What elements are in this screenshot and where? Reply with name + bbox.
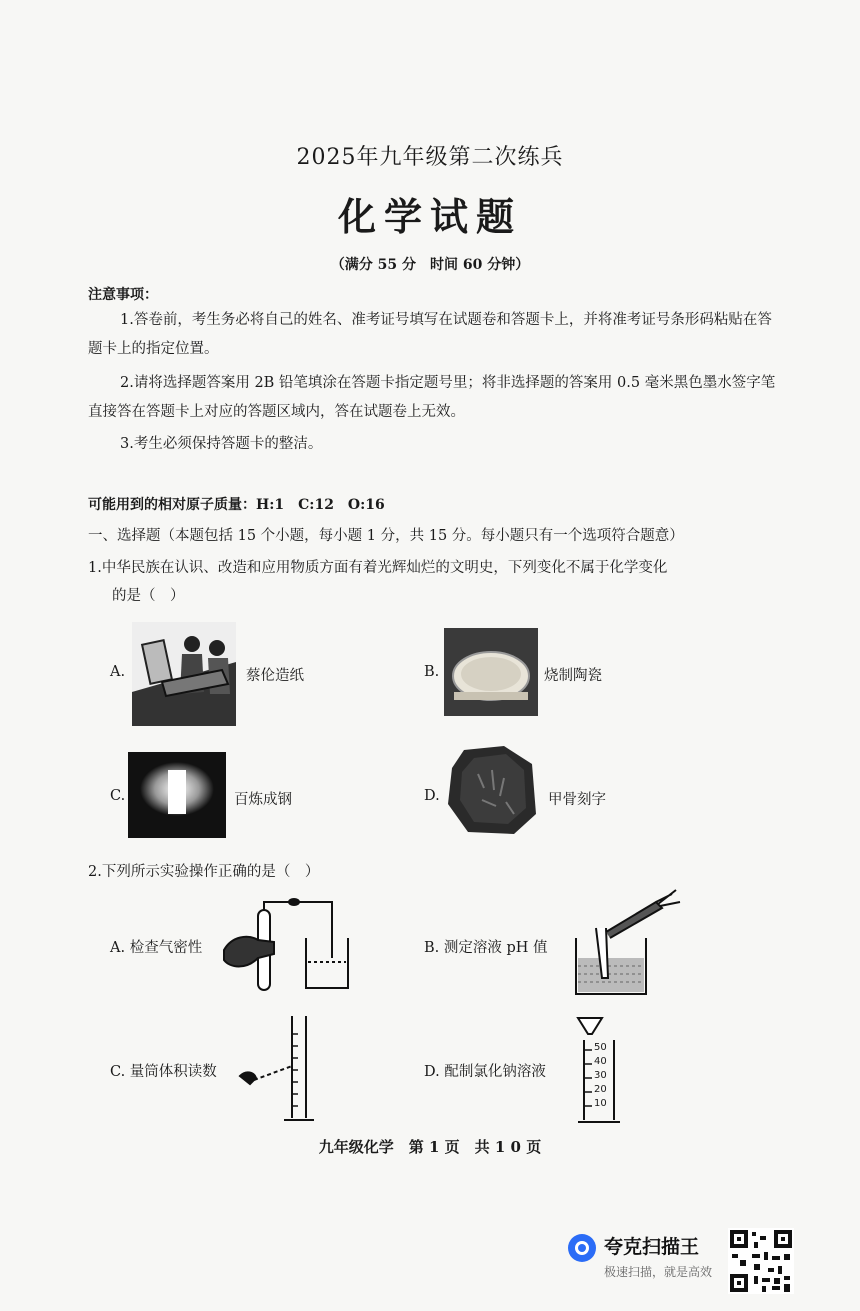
question-2-stem: 2.下列所示实验操作正确的是（ ）	[88, 864, 320, 880]
scale-mark: 30	[594, 1070, 607, 1081]
q1-option-c-text: 百炼成钢	[234, 792, 292, 808]
q1-option-c-letter: C.	[110, 788, 126, 804]
steel-forge-image	[128, 752, 226, 838]
q1-option-b-text: 烧制陶瓷	[544, 668, 602, 684]
q2-option-b-text: B. 测定溶液 pH 值	[424, 940, 548, 956]
scale-mark: 20	[594, 1084, 607, 1095]
scale-mark: 50	[594, 1042, 607, 1053]
ph-test-diagram	[572, 888, 684, 998]
q2-option-a-text: A. 检查气密性	[110, 940, 203, 956]
notice-item: 3.考生必须保持答题卡的整洁。	[120, 436, 323, 452]
q1-option-b-letter: B.	[424, 664, 440, 680]
question-1-stem-cont: 的是（ ）	[112, 588, 185, 604]
watermark-name: 夸克扫描王	[604, 1236, 700, 1258]
question-1-stem: 1.中华民族在认识、改造和应用物质方面有着光辉灿烂的文明史，下列变化不属于化学变化	[88, 560, 668, 576]
watermark	[604, 1232, 724, 1280]
exam-title: 化学试题	[337, 194, 522, 239]
section-heading: 一、选择题（本题包括 15 个小题，每小题 1 分，共 15 分。每小题只有一个选项符合题意）	[88, 528, 684, 544]
notice-heading: 注意事项：	[88, 287, 158, 303]
q1-option-a-letter: A.	[110, 664, 126, 680]
page-footer: 九年级化学 第 1 页 共 1 0 页	[318, 1138, 542, 1156]
ceramic-plate-image	[444, 628, 538, 716]
q2-option-c-text: C. 量筒体积读数	[110, 1064, 217, 1080]
oracle-bone-image	[444, 744, 538, 836]
notice-item: 2.请将选择题答案用 2B 铅笔填涂在答题卡指定题号里；将非选择题的答案用 0.5 毫米黑色墨水签字笔直接答在答题卡上对应的答题区域内，答在试题卷上无效。	[88, 375, 776, 420]
scale-mark: 40	[594, 1056, 607, 1067]
atomic-masses: 可能用到的相对原子质量：H:1 C:12 O:16	[88, 497, 385, 513]
airtightness-check-diagram	[222, 896, 352, 996]
exam-subtitle: 2025年九年级第二次练兵	[296, 145, 564, 170]
quark-logo-icon	[566, 1232, 598, 1264]
q1-option-d-text: 甲骨刻字	[548, 792, 606, 808]
scale-mark: 10	[594, 1098, 607, 1109]
papermaking-image	[132, 622, 236, 726]
q1-option-a-text: 蔡伦造纸	[246, 668, 304, 684]
q1-option-d-letter: D.	[424, 788, 440, 804]
notice-item: 1.答卷前，考生务必将自己的姓名、准考证号填写在试题卷和答题卡上，并将准考证号条形码粘贴在答题卡上的指定位置。	[88, 312, 772, 357]
cylinder-reading-diagram	[234, 1014, 324, 1126]
qr-code-icon	[728, 1228, 794, 1294]
q2-option-d-text: D. 配制氯化钠溶液	[424, 1064, 546, 1080]
cylinder-scale	[594, 1041, 607, 1111]
watermark-tagline: 极速扫描，就是高效	[604, 1265, 713, 1279]
exam-meta: （满分 55 分 时间 60 分钟）	[330, 257, 530, 273]
